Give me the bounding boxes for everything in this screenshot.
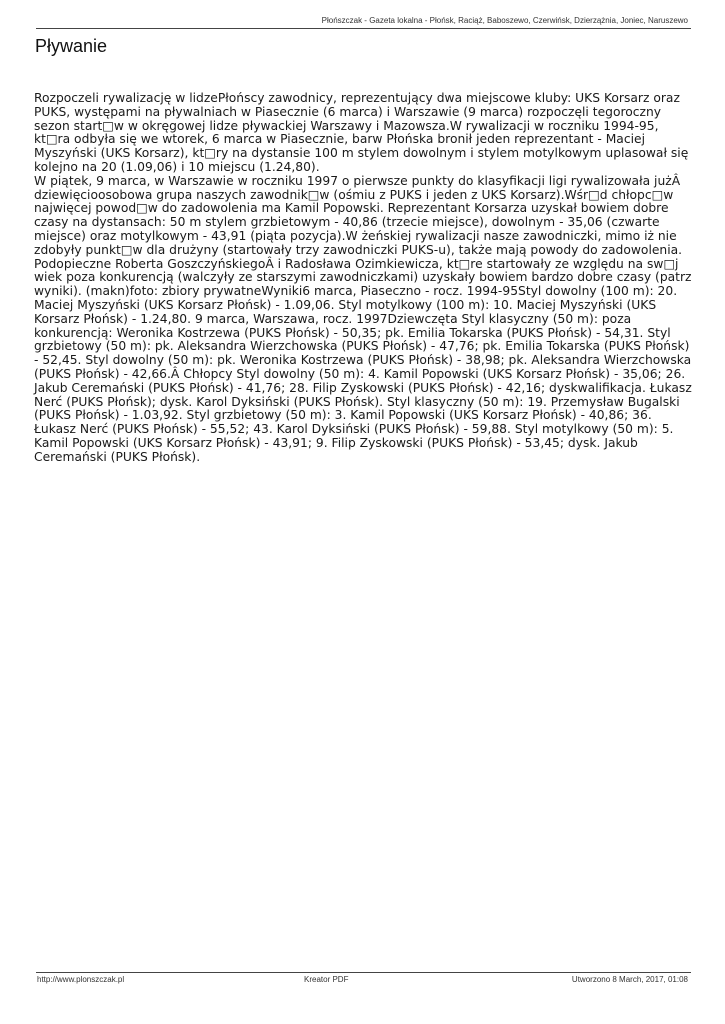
footer-site-link[interactable]: http://www.plonszczak.pl xyxy=(37,975,125,984)
article-paragraph-1: Rozpoczeli rywalizację w lidzePłońscy zawodnicy, reprezentujący dwa miejscowe kluby: UKS Korsarz oraz PUKS, występami na pływalniach w Piasecznie (6 marca) i Warszawie (9 marca) rozpoczęli tegoroczny sezon start□w w okręgowej lidze pływackiej Warszawy i Mazowsza.W rywalizacji w roczniku 1994-95, kt□ra odbyła się we wtorek, 6 marca w Piasecznie, barw Płońska bronił jeden reprezentant - Maciej Myszyński (UKS Korsarz), kt□ry na dystansie 100 m stylem dowolnym i stylem motylkowym uplasował się kolejno na 20 (1.09,06) i 10 miejscu (1.24,80). xyxy=(34,91,689,174)
article-body xyxy=(34,92,696,465)
footer-divider xyxy=(36,972,691,973)
article-title: Pływanie xyxy=(35,36,108,56)
header-divider xyxy=(36,28,691,29)
page-header-site-line: Płońszczak - Gazeta lokalna - Płońsk, Raciąż, Baboszewo, Czerwińsk, Dzierzążnia, Joniec, Naruszewo xyxy=(321,16,688,25)
article-paragraph-2: W piątek, 9 marca, w Warszawie w roczniku 1997 o pierwsze punkty do klasyfikacji ligi rywalizowała jużÂ dziewięcioosobowa grupa naszych zawodnik□w (ośmiu z PUKS i jeden z UKS Korsarz).Wśr□d chłopc□w najwięcej powod□w do zadowolenia ma Kamil Popowski. Reprezentant Korsarza uzyskał bowiem dobre czasy na dystansach: 50 m stylem grzbietowym - 40,86 (trzecie miejsce), dowolnym - 35,06 (czwarte miejsce) oraz motylkowym - 43,91 (piąta pozycja).W żeńskiej rywalizacji nasze zawodniczki, mimo iż nie zdobyły punkt□w dla drużyny (startowały trzy zawodniczki PUKS-u), także mają powody do zadowolenia. Podopieczne Roberta GoszczyńskiegoÂ i Radosława Ozimkiewicza, kt□re startowały ze względu na sw□j wiek poza konkurencją (walczyły ze starszymi zawodniczkami) uzyskały bowiem bardzo dobre czasy (patrz wyniki). (makn)foto: zbiory prywatneWyniki6 marca, Piaseczno - rocz. 1994-95Styl dowolny (100 m): 20. Maciej Myszyński (UKS Korsarz Płońsk) - 1.09,06. Styl motylkowy (100 m): 10. Maciej Myszyński (UKS Korsarz Płońsk) - 1.24,80. 9 marca, Warszawa, rocz. 1997Dziewczęta Styl klasyczny (50 m): poza konkurencją: Weronika Kostrzewa (PUKS Płońsk) - 50,35; pk. Emilia Tokarska (PUKS Płońsk) - 54,31. Styl grzbietowy (50 m): pk. Aleksandra Wierzchowska (PUKS Płońsk) - 47,76; pk. Emilia Tokarska (PUKS Płońsk) - 52,45. Styl dowolny (50 m): pk. Weronika Kostrzewa (PUKS Płońsk) - 38,98; pk. Aleksandra Wierzchowska (PUKS Płońsk) - 42,66.Â Chłopcy Styl dowolny (50 m): 4. Kamil Popowski (UKS Korsarz Płońsk) - 35,06; 26. Jakub Ceremański (PUKS Płońsk) - 41,76; 28. Filip Zyskowski (PUKS Płońsk) - 42,16; dyskwalifikacja. Łukasz Nerć (PUKS Płońsk); dysk. Karol Dyksiński (PUKS Płońsk). Styl klasyczny (50 m): 19. Przemysław Bugalski (PUKS Płońsk) - 1.03,92. Styl grzbietowy (50 m): 3. Kamil Popowski (UKS Korsarz Płońsk) - 40,86; 36. Łukasz Nerć (PUKS Płońsk) - 55,52; 43. Karol Dyksiński (PUKS Płońsk) - 59,88. Styl motylkowy (50 m): 5. Kamil Popowski (UKS Korsarz Płońsk) - 43,91; 9. Filip Zyskowski (PUKS Płońsk) - 53,45; dysk. Jakub Ceremański (PUKS Płońsk). xyxy=(34,173,692,464)
footer-generator: Kreator PDF xyxy=(304,975,349,984)
footer-created-timestamp: Utworzono 8 March, 2017, 01:08 xyxy=(571,975,688,984)
